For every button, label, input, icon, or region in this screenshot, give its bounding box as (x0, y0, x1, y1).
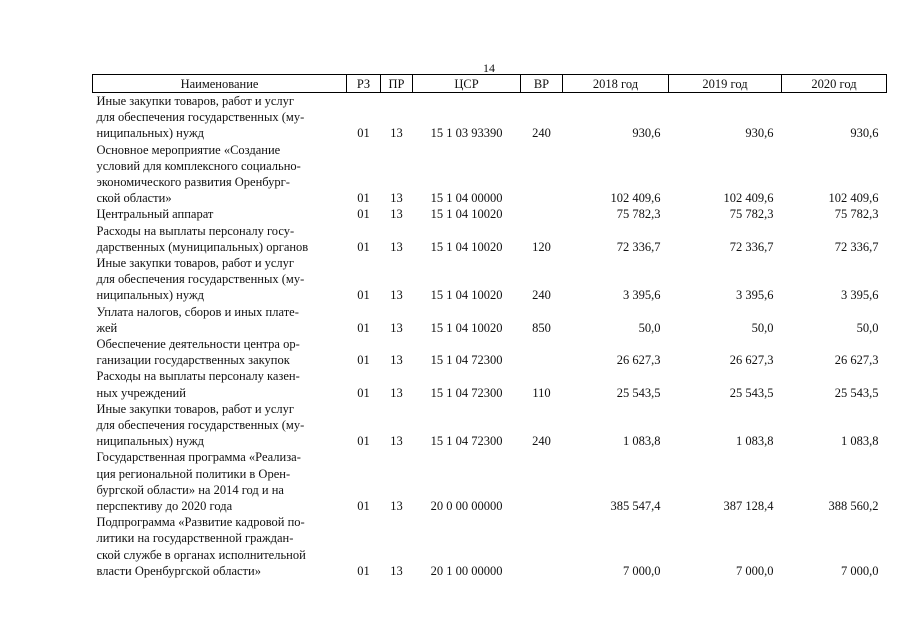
cell-vr: 240 (532, 288, 551, 303)
cell-name: Основное мероприятие «Создание условий для комплексного социально- экономического развития Оренбург- ской области» (96, 142, 301, 206)
cell-pr: 13 (390, 191, 403, 206)
cell-csr: 15 1 04 10020 (430, 288, 503, 303)
cell-pr: 13 (390, 385, 403, 400)
cell-rz: 01 (357, 434, 370, 449)
cell-2019: 7 000,0 (736, 563, 774, 578)
cell-2018: 50,0 (638, 320, 661, 335)
cell-rz: 01 (357, 288, 370, 303)
cell-vr (521, 514, 563, 579)
cell-2020: 25 543,5 (834, 385, 879, 400)
table-row (93, 142, 887, 207)
header-name: Наименование (93, 75, 347, 93)
cell-name: Подпрограмма «Развитие кадровой по- литики на государственной граждан- ской службе в органах исполнительной власти Оренбургской области» (96, 515, 306, 578)
cell-2020: 930,6 (850, 126, 879, 141)
cell-pr: 13 (390, 126, 403, 141)
cell-rz: 01 (357, 353, 370, 368)
cell-2020: 26 627,3 (834, 353, 879, 368)
cell-rz: 01 (357, 191, 370, 206)
cell-name: Обеспечение деятельности центра ор- ганизации государственных закупок (96, 337, 300, 368)
table-row (93, 304, 887, 336)
cell-2020: 75 782,3 (834, 207, 879, 222)
cell-2018: 7 000,0 (623, 563, 661, 578)
cell-vr: 850 (532, 320, 551, 335)
page-number: 14 (483, 61, 495, 75)
cell-name: Иные закупки товаров, работ и услуг для обеспечения государственных (му- ниципальных) нужд (96, 94, 305, 141)
table-row (93, 514, 887, 579)
cell-pr: 13 (390, 353, 403, 368)
cell-vr: 120 (532, 239, 551, 254)
cell-rz: 01 (357, 385, 370, 400)
cell-2020: 7 000,0 (841, 563, 879, 578)
table-row (93, 255, 887, 304)
cell-2018: 102 409,6 (610, 191, 661, 206)
cell-2019: 930,6 (745, 126, 774, 141)
cell-csr: 15 1 04 00000 (430, 191, 503, 206)
cell-rz: 01 (357, 207, 370, 222)
cell-csr: 15 1 04 10020 (430, 207, 503, 222)
cell-2019: 25 543,5 (729, 385, 774, 400)
header-2020: 2020 год (782, 75, 887, 93)
cell-name: Расходы на выплаты персоналу госу- дарственных (муниципальных) органов (96, 223, 309, 254)
header-rz: РЗ (347, 75, 381, 93)
cell-vr (521, 206, 563, 222)
budget-table (92, 74, 887, 579)
table-row (93, 93, 887, 142)
cell-rz: 01 (357, 239, 370, 254)
cell-2018: 1 083,8 (623, 434, 661, 449)
cell-2018: 72 336,7 (616, 239, 661, 254)
cell-2018: 25 543,5 (616, 385, 661, 400)
table-header-row (93, 75, 887, 93)
cell-csr: 15 1 03 93390 (430, 126, 503, 141)
cell-2019: 50,0 (751, 320, 774, 335)
cell-2018: 385 547,4 (610, 499, 661, 514)
cell-vr: 110 (532, 385, 551, 400)
cell-2018: 930,6 (632, 126, 661, 141)
cell-name: Расходы на выплаты персоналу казен- ных учреждений (96, 369, 300, 400)
cell-vr: 240 (532, 434, 551, 449)
header-2019: 2019 год (669, 75, 782, 93)
cell-vr (521, 142, 563, 207)
cell-csr: 15 1 04 72300 (430, 353, 503, 368)
cell-name: Иные закупки товаров, работ и услуг для обеспечения государственных (му- ниципальных) нужд (96, 256, 305, 303)
cell-vr (521, 336, 563, 368)
cell-name: Государственная программа «Реализа- ция региональной политики в Орен- бургской области» на 2014 год и на перспективу до 2020 года (96, 450, 301, 514)
cell-pr: 13 (390, 434, 403, 449)
cell-csr: 20 0 00 00000 (430, 499, 503, 514)
cell-rz: 01 (357, 126, 370, 141)
cell-rz: 01 (357, 499, 370, 514)
cell-2019: 102 409,6 (723, 191, 774, 206)
cell-pr: 13 (390, 239, 403, 254)
header-2018: 2018 год (563, 75, 669, 93)
cell-pr: 13 (390, 563, 403, 578)
cell-2019: 1 083,8 (736, 434, 774, 449)
cell-2019: 75 782,3 (729, 207, 774, 222)
cell-csr: 20 1 00 00000 (430, 563, 503, 578)
cell-csr: 15 1 04 72300 (430, 385, 503, 400)
cell-2020: 50,0 (856, 320, 879, 335)
cell-name: Уплата налогов, сборов и иных плате- жей (96, 304, 299, 335)
table-body (93, 93, 887, 580)
cell-name: Иные закупки товаров, работ и услуг для обеспечения государственных (му- ниципальных) нужд (96, 401, 305, 449)
cell-pr: 13 (390, 320, 403, 335)
cell-pr: 13 (390, 288, 403, 303)
cell-2020: 3 395,6 (841, 288, 879, 303)
cell-rz: 01 (357, 320, 370, 335)
table-row (93, 449, 887, 514)
table-row (93, 206, 887, 222)
header-csr: ЦСР (413, 75, 521, 93)
cell-2018: 26 627,3 (616, 353, 661, 368)
cell-2020: 72 336,7 (834, 239, 879, 254)
cell-2020: 388 560,2 (828, 499, 879, 514)
cell-pr: 13 (390, 207, 403, 222)
table-row (93, 368, 887, 400)
cell-vr: 240 (532, 126, 551, 141)
cell-csr: 15 1 04 72300 (430, 434, 503, 449)
cell-rz: 01 (357, 563, 370, 578)
header-vr: ВР (521, 75, 563, 93)
table-row (93, 223, 887, 255)
cell-pr: 13 (390, 499, 403, 514)
table-row (93, 336, 887, 368)
cell-2019: 387 128,4 (723, 499, 774, 514)
table-row (93, 401, 887, 450)
cell-2018: 3 395,6 (623, 288, 661, 303)
header-pr: ПР (381, 75, 413, 93)
cell-vr (521, 449, 563, 514)
cell-2019: 26 627,3 (729, 353, 774, 368)
cell-2018: 75 782,3 (616, 207, 661, 222)
cell-2020: 102 409,6 (828, 191, 879, 206)
cell-2019: 3 395,6 (736, 288, 774, 303)
cell-2019: 72 336,7 (729, 239, 774, 254)
cell-csr: 15 1 04 10020 (430, 239, 503, 254)
cell-2020: 1 083,8 (841, 434, 879, 449)
cell-csr: 15 1 04 10020 (430, 320, 503, 335)
cell-name: Центральный аппарат (96, 207, 214, 222)
